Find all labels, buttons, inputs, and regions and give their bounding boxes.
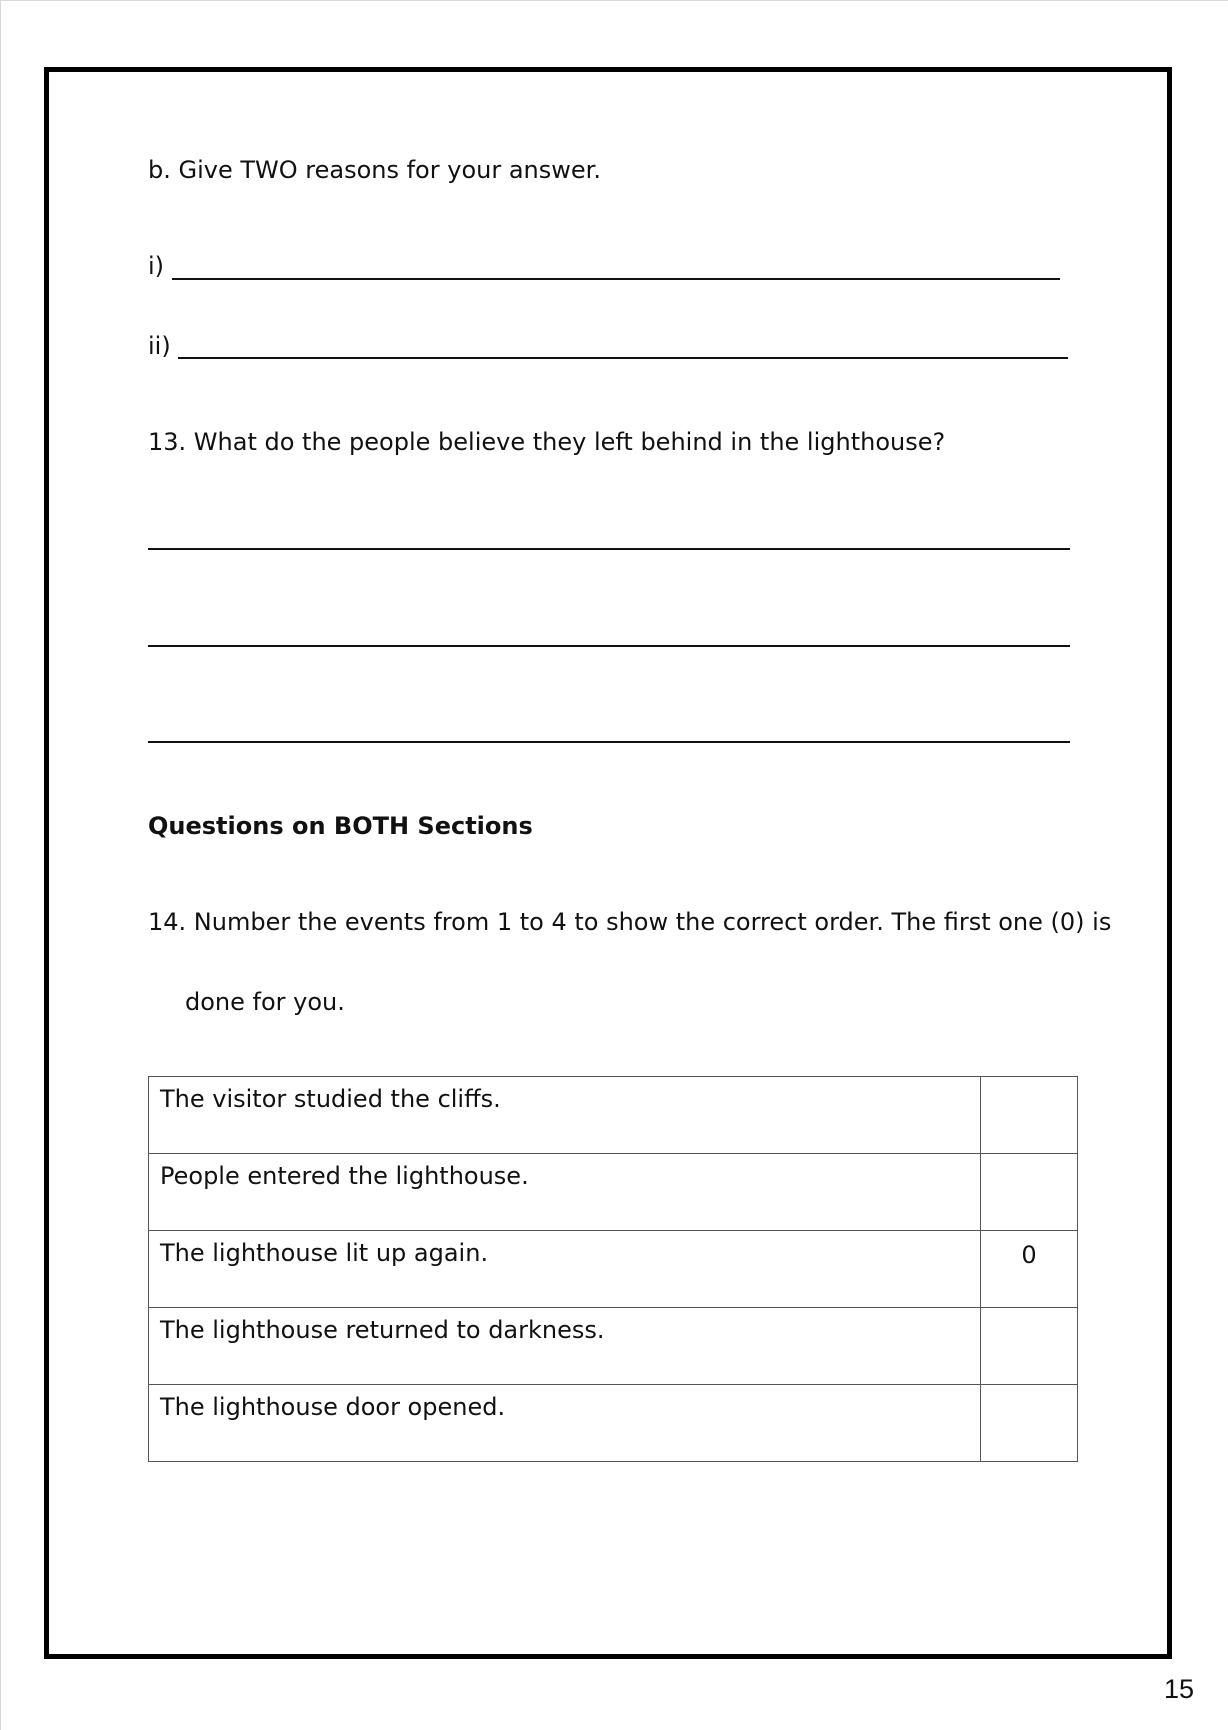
question-14-prompt-line1: 14. Number the events from 1 to 4 to show the correct order. The first one (0) is	[148, 908, 1112, 936]
answer-line-13-3[interactable]	[148, 741, 1070, 743]
event-text: The lighthouse door opened.	[149, 1385, 981, 1462]
question-14-prompt-line2: done for you.	[185, 988, 345, 1016]
answer-label-ii: ii)	[148, 332, 171, 360]
section-heading: Questions on BOTH Sections	[148, 812, 533, 840]
question-12b-prompt: b. Give TWO reasons for your answer.	[148, 156, 601, 184]
event-number-box[interactable]	[981, 1308, 1078, 1385]
event-text: People entered the lighthouse.	[149, 1154, 981, 1231]
page-number: 15	[1163, 1674, 1194, 1704]
table-row	[149, 1308, 1078, 1385]
event-number-box[interactable]	[981, 1385, 1078, 1462]
answer-underline-i	[172, 278, 1060, 280]
answer-line-13-1[interactable]	[148, 548, 1070, 550]
table-row	[149, 1385, 1078, 1462]
table-row	[149, 1077, 1078, 1154]
event-text: The lighthouse returned to darkness.	[149, 1308, 981, 1385]
event-text: The lighthouse lit up again.	[149, 1231, 981, 1308]
answer-line-ii[interactable]	[148, 331, 1072, 365]
event-number-box: 0	[981, 1231, 1078, 1308]
events-table	[148, 1076, 1078, 1462]
answer-line-13-2[interactable]	[148, 645, 1070, 647]
event-text: The visitor studied the cliffs.	[149, 1077, 981, 1154]
answer-label-i: i)	[148, 252, 165, 280]
table-row	[149, 1231, 1078, 1308]
question-13-prompt: 13. What do the people believe they left behind in the lighthouse?	[148, 428, 946, 456]
answer-underline-ii	[178, 357, 1068, 359]
event-number-box[interactable]	[981, 1154, 1078, 1231]
event-number-box[interactable]	[981, 1077, 1078, 1154]
answer-line-i[interactable]	[148, 251, 1064, 285]
table-row	[149, 1154, 1078, 1231]
